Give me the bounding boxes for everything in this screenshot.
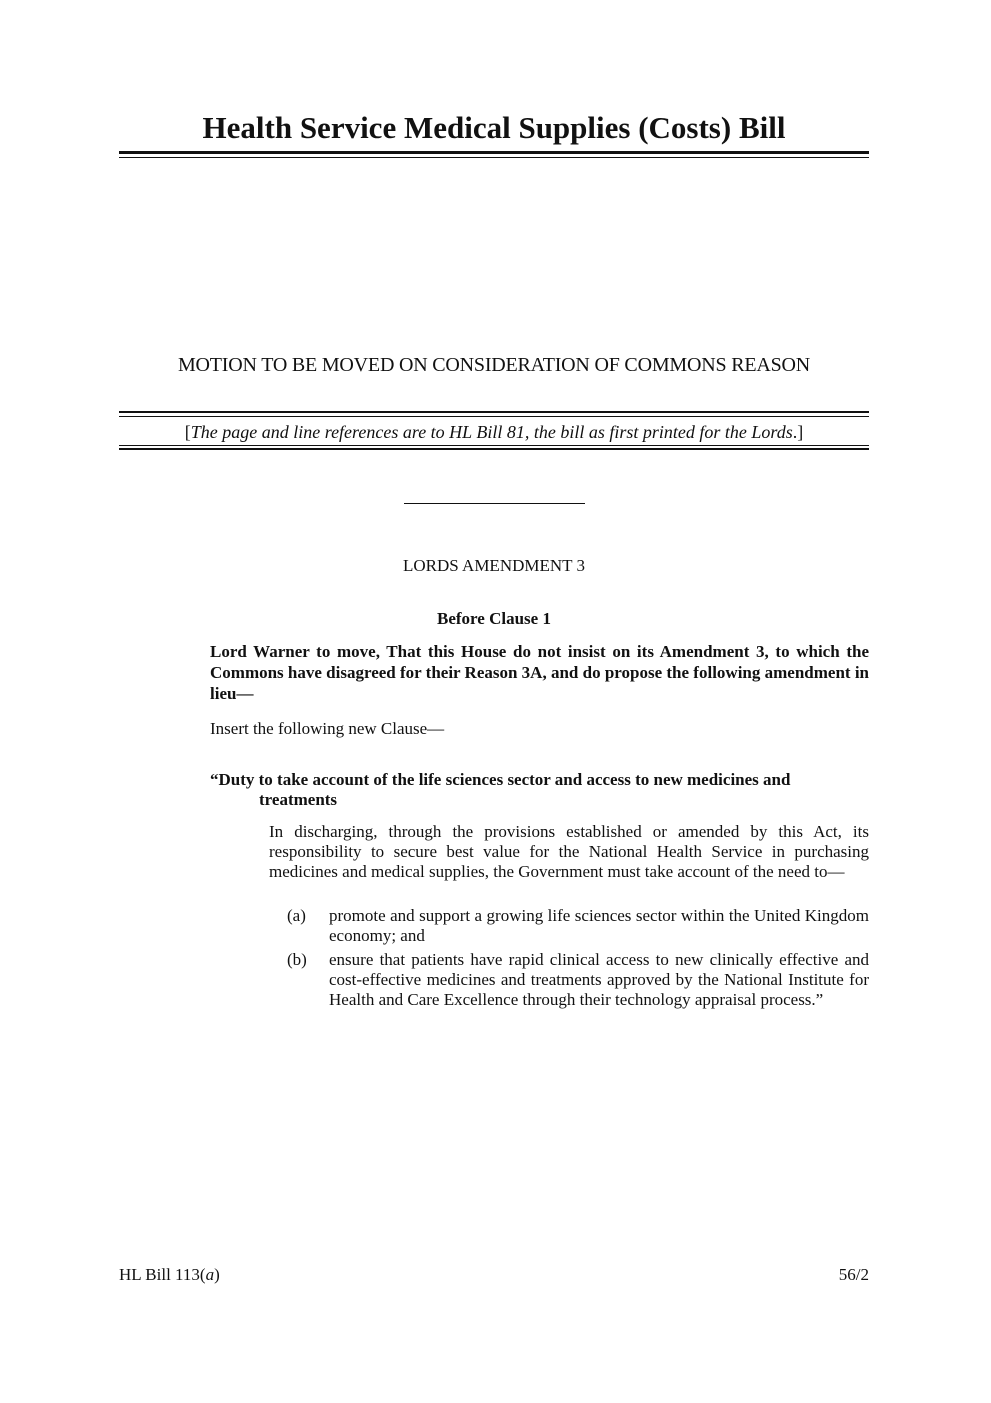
paragraph-label: (b)	[287, 950, 307, 969]
new-clause-body: In discharging, through the provisions established or amended by this Act, its responsibility to secure best value for the National Health Service in purchasing medicines and medical supplies, the Government must take account of the need to—	[269, 822, 869, 881]
paragraph-text: ensure that patients have rapid clinical access to new clinically effective and cost-effective medicines and treatments approved by the National Institute for Health and Care Excellence through their technology appraisal process.”	[329, 950, 869, 1009]
clause-paragraph-b	[269, 950, 869, 1030]
clause-paragraph-a	[269, 906, 869, 946]
new-clause-heading-line1: “Duty to take account of the life sciences sector and access to new medicines and	[210, 770, 791, 789]
footer-page-ref: 56/2	[838, 1265, 869, 1284]
reference-note: [The page and line references are to HL Bill 81, the bill as first printed for the Lords.]	[184, 422, 804, 442]
new-clause-heading	[210, 770, 869, 810]
insert-instruction: Insert the following new Clause—	[210, 719, 445, 738]
new-clause-heading-line2: treatments	[259, 790, 338, 809]
title-rule-thin	[119, 157, 869, 158]
paragraph-label: (a)	[287, 906, 306, 925]
motion-text: Lord Warner to move, That this House do not insist on its Amendment 3, to which the Commons have disagreed for their Reason 3A, and do propose the following amendment in lieu—	[210, 642, 869, 703]
motion-heading: MOTION TO BE MOVED ON CONSIDERATION OF COMMONS REASON	[177, 354, 811, 376]
amendment-heading: LORDS AMENDMENT 3	[403, 556, 585, 575]
section-divider	[404, 503, 585, 504]
ref-rule-bottom-thin	[119, 445, 869, 446]
ref-rule-bottom-thick	[119, 448, 869, 450]
ref-rule-top-thin	[119, 416, 869, 417]
footer-bill-number: HL Bill 113(a)	[119, 1265, 220, 1284]
ref-rule-top-thick	[119, 411, 869, 413]
clause-position: Before Clause 1	[437, 609, 551, 628]
title-rule-thick	[119, 151, 869, 154]
paragraph-text: promote and support a growing life sciences sector within the United Kingdom economy; and	[329, 906, 869, 945]
document-title: Health Service Medical Supplies (Costs) Bill	[202, 110, 786, 145]
